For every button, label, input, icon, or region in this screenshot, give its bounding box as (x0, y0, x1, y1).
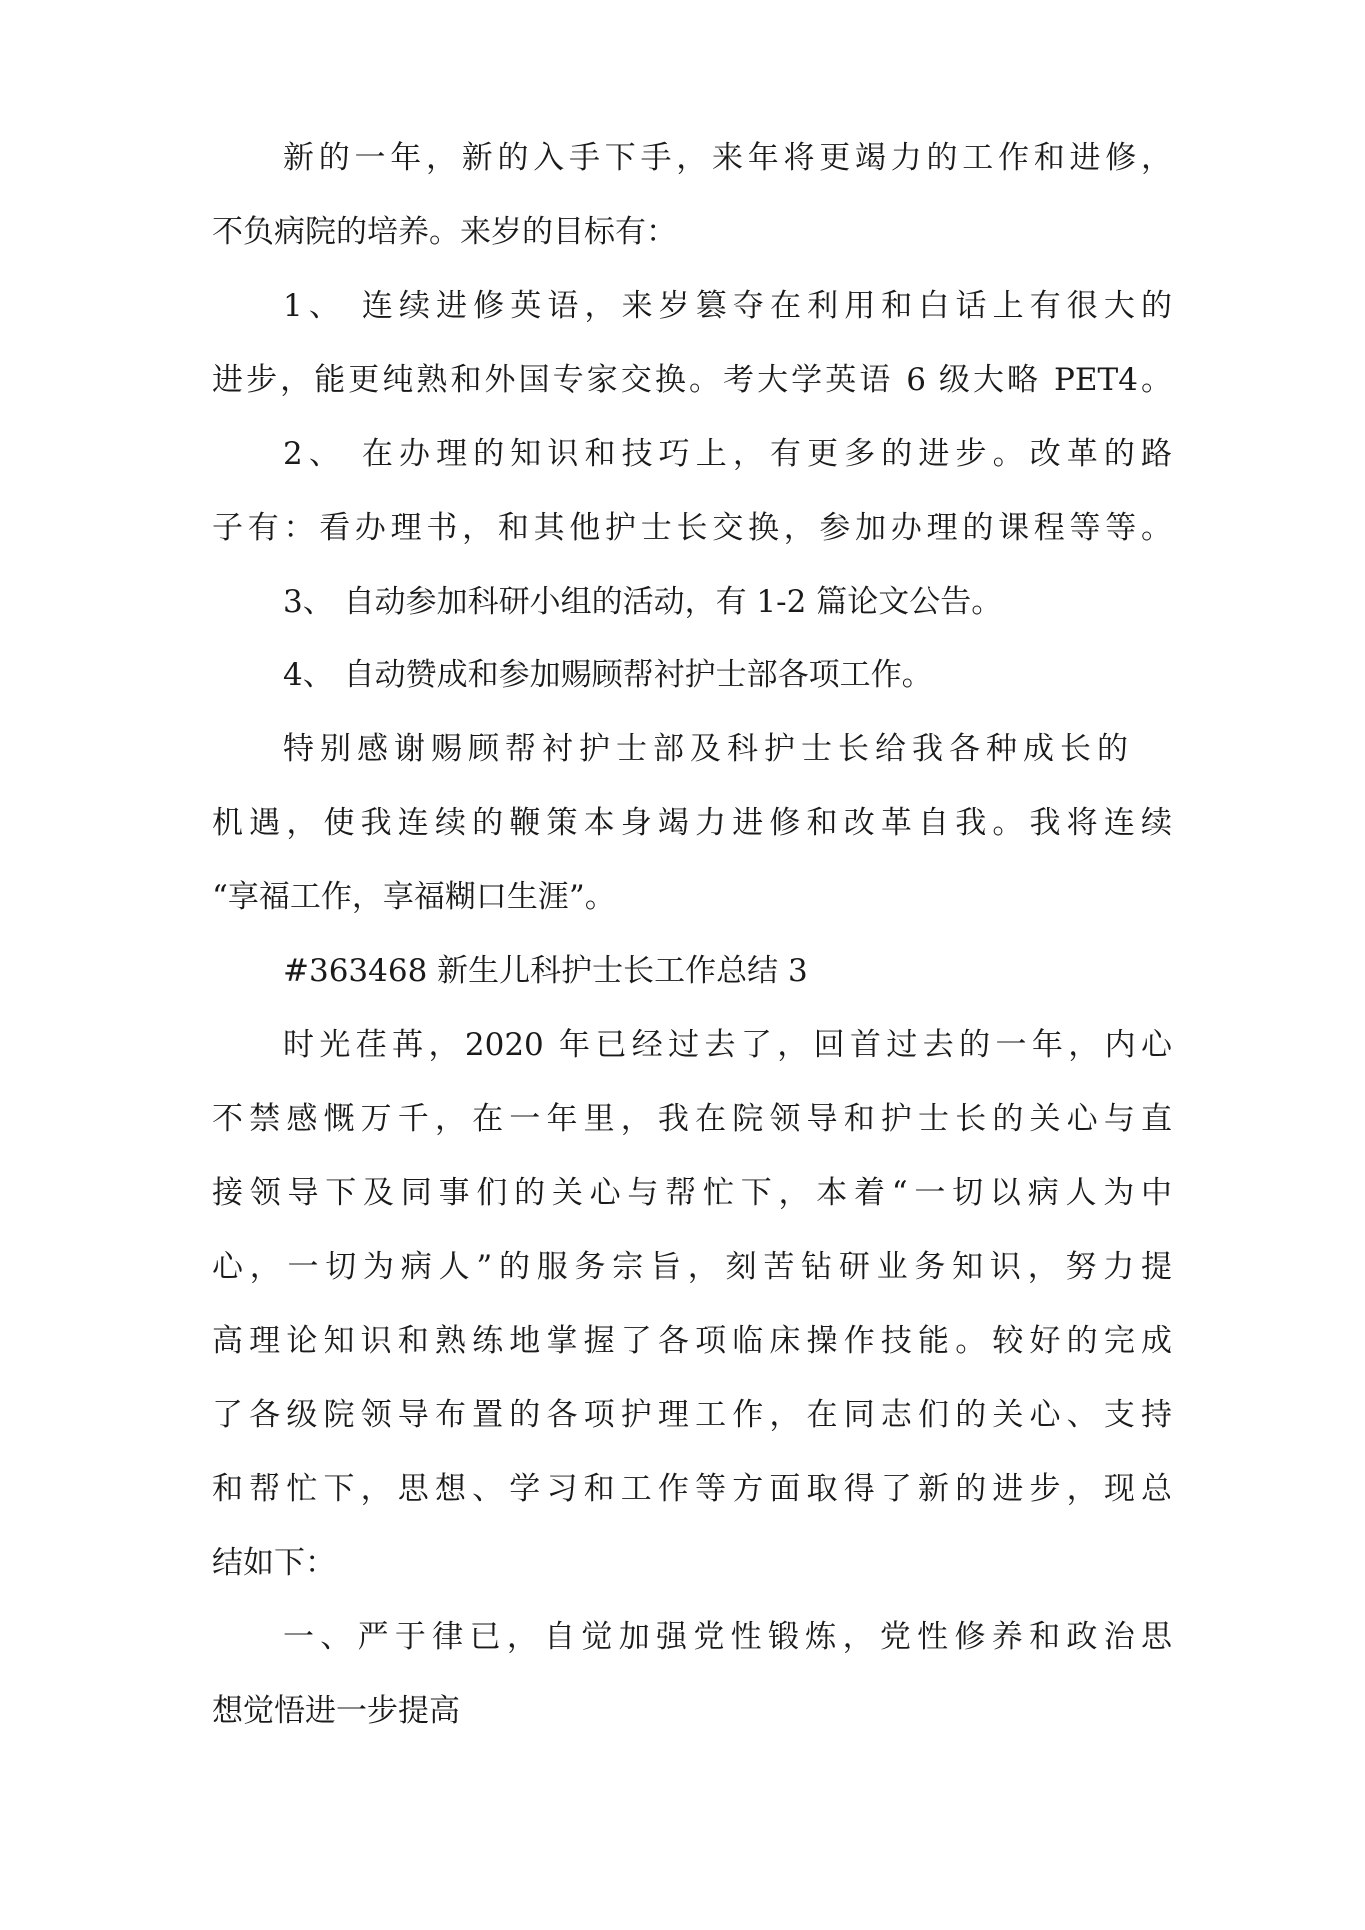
list-item-line: 1、 连续进修英语，来岁篡夺在利用和白话上有很大的 (283, 288, 1172, 324)
paragraph-line: 进步，能更纯熟和外国专家交换。考大学英语 6 级大略 PET4。 (212, 362, 1172, 398)
section-heading-line: 想觉悟进一步提高 (212, 1693, 460, 1729)
paragraph-line: 了各级院领导布置的各项护理工作，在同志们的关心、支持 (212, 1397, 1172, 1433)
paragraph-line: 不负病院的培养。来岁的目标有： (212, 214, 677, 250)
paragraph-line: 机遇，使我连续的鞭策本身竭力进修和改革自我。我将连续 (212, 805, 1172, 841)
paragraph-line: 不禁感慨万千，在一年里，我在院领导和护士长的关心与直 (212, 1101, 1172, 1137)
paragraph-line: 接领导下及同事们的关心与帮忙下，本着“一切以病人为中 (212, 1175, 1172, 1211)
paragraph-line: 和帮忙下，思想、学习和工作等方面取得了新的进步，现总 (212, 1471, 1172, 1507)
list-item-line: 4、 自动赞成和参加赐顾帮衬护士部各项工作。 (283, 657, 933, 693)
section-heading: #363468 新生儿科护士长工作总结 3 (283, 953, 808, 989)
paragraph-line: 新的一年，新的入手下手，来年将更竭力的工作和进修， (283, 140, 1172, 176)
list-item-line: 3、 自动参加科研小组的活动，有 1-2 篇论文公告。 (283, 584, 1003, 620)
list-item-line: 2、 在办理的知识和技巧上，有更多的进步。改革的路 (283, 436, 1172, 472)
section-heading-line: 一、严于律已，自觉加强党性锻炼，党性修养和政治思 (283, 1619, 1172, 1655)
paragraph-line: 时光荏苒，2020 年已经过去了，回首过去的一年，内心 (283, 1027, 1172, 1063)
paragraph-line: 结如下： (212, 1545, 336, 1581)
paragraph-line: “享福工作，享福糊口生涯”。 (212, 879, 616, 915)
paragraph-line: 高理论知识和熟练地掌握了各项临床操作技能。较好的完成 (212, 1323, 1172, 1359)
paragraph-line: 心，一切为病人”的服务宗旨，刻苦钻研业务知识，努力提 (212, 1249, 1172, 1285)
paragraph-line: 子有：看办理书，和其他护士长交换，参加办理的课程等等。 (212, 510, 1172, 546)
paragraph-line: 特别感谢赐顾帮衬护士部及科护士长给我各种成长的 (283, 731, 1128, 767)
